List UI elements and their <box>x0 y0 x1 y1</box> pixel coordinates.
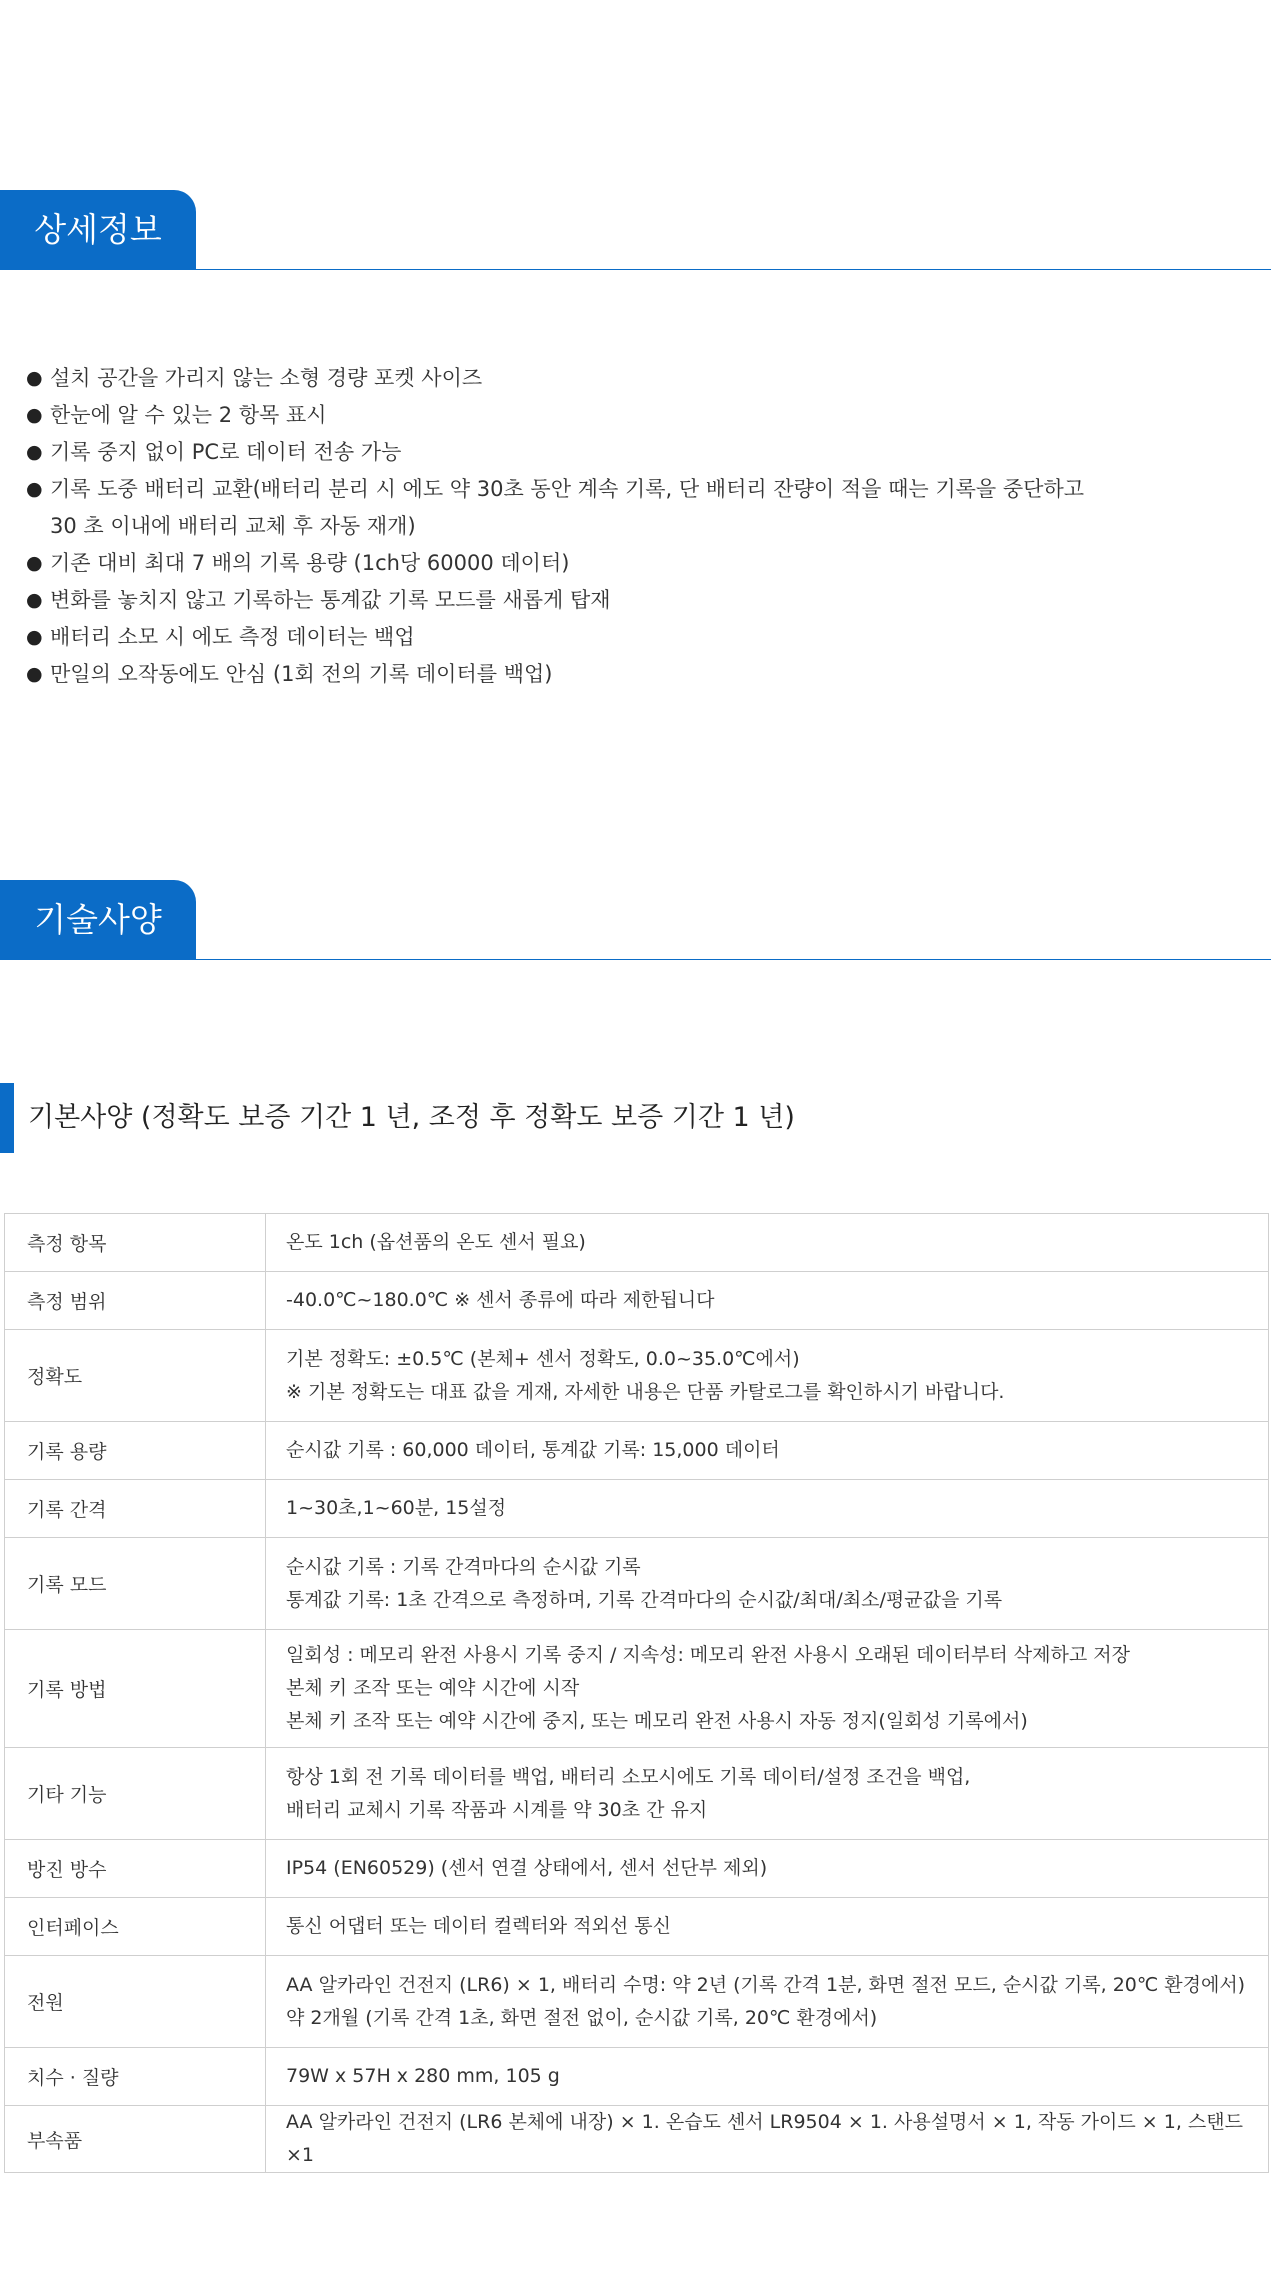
spec-value <box>266 1630 1269 1748</box>
feature-text: 변화를 놓치지 않고 기록하는 통계값 기록 모드를 새롭게 탑재 <box>50 588 611 612</box>
bullet-icon: ● <box>26 626 43 648</box>
feature-text: 만일의 오작동에도 안심 (1회 전의 기록 데이터를 백업) <box>50 662 553 686</box>
spec-value-line: 본체 키 조작 또는 예약 시간에 시작 <box>286 1677 580 1699</box>
feature-text: 배터리 소모 시 에도 측정 데이터는 백업 <box>50 625 415 649</box>
basic-spec-heading <box>0 1083 1271 1153</box>
spec-value <box>266 1480 1269 1538</box>
spec-value-line: 순시값 기록 : 기록 간격마다의 순시값 기록 <box>286 1555 641 1578</box>
spec-row <box>5 1272 1269 1330</box>
spec-row <box>5 1330 1269 1422</box>
spec-value <box>266 1272 1269 1330</box>
spec-row <box>5 2106 1269 2173</box>
spec-value-line: 79W x 57H x 280 mm, 105 g <box>286 2065 560 2087</box>
feature-text: 기록 도중 배터리 교환(배터리 분리 시 에도 약 30초 동안 계속 기록, 단 배터리 잔량이 적을 때는 기록을 중단하고 <box>50 477 1085 501</box>
specs-section-divider <box>196 959 1271 960</box>
spec-value-line: 약 2개월 (기록 간격 1초, 화면 절전 없이, 순시값 기록, 20℃ 환경에서) <box>286 2006 878 2029</box>
bullet-icon <box>26 508 50 545</box>
basic-spec-title: 기본사양 (정확도 보증 기간 1 년, 조정 후 정확도 보증 기간 1 년) <box>28 1102 795 1133</box>
spec-value <box>266 1898 1269 1956</box>
details-section-title: 상세정보 <box>0 190 196 270</box>
feature-text: 30 초 이내에 배터리 교체 후 자동 재개) <box>50 514 416 538</box>
bullet-icon: ● <box>26 663 43 685</box>
bullet-icon: ● <box>26 552 43 574</box>
spec-label: 치수 · 질량 <box>5 2048 266 2106</box>
spec-row <box>5 1480 1269 1538</box>
feature-item <box>26 656 1226 693</box>
spec-value <box>266 1214 1269 1272</box>
spec-value-line: 온도 1ch (옵션품의 온도 센서 필요) <box>286 1231 586 1253</box>
bullet-icon: ● <box>26 441 43 463</box>
spec-value-line: 배터리 교체시 기록 작품과 시계를 약 30초 간 유지 <box>286 1798 708 1821</box>
spec-value-line: ※ 기본 정확도는 대표 값을 게재, 자세한 내용은 단품 카탈로그를 확인하시기 바랍니다. <box>286 1380 1005 1403</box>
spec-value <box>266 1748 1269 1840</box>
bullet-icon: ● <box>26 478 43 500</box>
spec-value-line: -40.0℃~180.0℃ ※ 센서 종류에 따라 제한됩니다 <box>286 1289 715 1311</box>
spec-row <box>5 1748 1269 1840</box>
feature-text: 한눈에 알 수 있는 2 항목 표시 <box>50 403 327 427</box>
spec-label: 방진 방수 <box>5 1840 266 1898</box>
spec-value-line: IP54 (EN60529) (센서 연결 상태에서, 센서 선단부 제외) <box>286 1857 768 1879</box>
spec-row <box>5 1840 1269 1898</box>
spec-value-line: 기본 정확도: ±0.5℃ (본체+ 센서 정확도, 0.0~35.0℃에서) <box>286 1347 800 1370</box>
spec-row <box>5 1898 1269 1956</box>
feature-text: 기존 대비 최대 7 배의 기록 용량 (1ch당 60000 데이터) <box>50 551 570 575</box>
spec-value-line: 순시값 기록 : 60,000 데이터, 통계값 기록: 15,000 데이터 <box>286 1439 780 1461</box>
spec-value <box>266 2048 1269 2106</box>
spec-value <box>266 1330 1269 1422</box>
spec-value <box>266 1840 1269 1898</box>
spec-value-line: 본체 키 조작 또는 예약 시간에 중지, 또는 메모리 완전 사용시 자동 정지(일회성 기록에서) <box>286 1710 1028 1732</box>
spec-row <box>5 1956 1269 2048</box>
spec-row <box>5 1630 1269 1748</box>
spec-row <box>5 1422 1269 1480</box>
spec-row <box>5 1538 1269 1630</box>
spec-value <box>266 1422 1269 1480</box>
feature-text: 설치 공간을 가리지 않는 소형 경량 포켓 사이즈 <box>50 366 483 390</box>
spec-value <box>266 1538 1269 1630</box>
feature-text: 기록 중지 없이 PC로 데이터 전송 가능 <box>50 440 402 464</box>
spec-label: 측정 항목 <box>5 1214 266 1272</box>
spec-label: 기록 방법 <box>5 1630 266 1748</box>
spec-row <box>5 2048 1269 2106</box>
feature-item <box>26 619 1226 656</box>
spec-label: 전원 <box>5 1956 266 2048</box>
specs-section-header <box>0 880 1271 960</box>
spec-label: 기타 기능 <box>5 1748 266 1840</box>
feature-item <box>26 545 1226 582</box>
spec-value-line: 통계값 기록: 1초 간격으로 측정하며, 기록 간격마다의 순시값/최대/최소/평균값을 기록 <box>286 1588 1003 1611</box>
bullet-icon: ● <box>26 589 43 611</box>
heading-accent-bar <box>0 1083 14 1153</box>
spec-label: 부속품 <box>5 2106 266 2173</box>
spec-table <box>4 1213 1269 2173</box>
feature-item <box>26 360 1226 397</box>
feature-item <box>26 397 1226 434</box>
details-section-header <box>0 190 1271 270</box>
spec-label: 인터페이스 <box>5 1898 266 1956</box>
spec-value-line: 항상 1회 전 기록 데이터를 백업, 배터리 소모시에도 기록 데이터/설정 조건을 백업, <box>286 1765 971 1788</box>
feature-item <box>26 508 1226 545</box>
feature-list <box>26 360 1226 693</box>
spec-value-line: AA 알카라인 건전지 (LR6 본체에 내장) × 1. 온습도 센서 LR9504 × 1. 사용설명서 × 1, 작동 가이드 × 1, 스탠드 ×1 <box>286 2111 1243 2166</box>
spec-value <box>266 1956 1269 2048</box>
bullet-icon: ● <box>26 404 43 426</box>
spec-row <box>5 1214 1269 1272</box>
feature-item <box>26 434 1226 471</box>
spec-value-line: 1~30초,1~60분, 15설정 <box>286 1497 507 1519</box>
spec-label: 기록 모드 <box>5 1538 266 1630</box>
spec-value-line: 통신 어댑터 또는 데이터 컬렉터와 적외선 통신 <box>286 1915 671 1937</box>
spec-label: 기록 간격 <box>5 1480 266 1538</box>
spec-value-line: AA 알카라인 건전지 (LR6) × 1, 배터리 수명: 약 2년 (기록 간격 1분, 화면 절전 모드, 순시값 기록, 20℃ 환경에서) <box>286 1973 1246 1996</box>
spec-label: 기록 용량 <box>5 1422 266 1480</box>
feature-item <box>26 471 1226 508</box>
bullet-icon: ● <box>26 367 43 389</box>
details-section-divider <box>196 269 1271 270</box>
spec-value <box>266 2106 1269 2173</box>
feature-item <box>26 582 1226 619</box>
spec-value-line: 일회성 : 메모리 완전 사용시 기록 중지 / 지속성: 메모리 완전 사용시 오래된 데이터부터 삭제하고 저장 <box>286 1644 1130 1666</box>
specs-section-title: 기술사양 <box>0 880 196 960</box>
spec-label: 측정 범위 <box>5 1272 266 1330</box>
spec-label: 정확도 <box>5 1330 266 1422</box>
